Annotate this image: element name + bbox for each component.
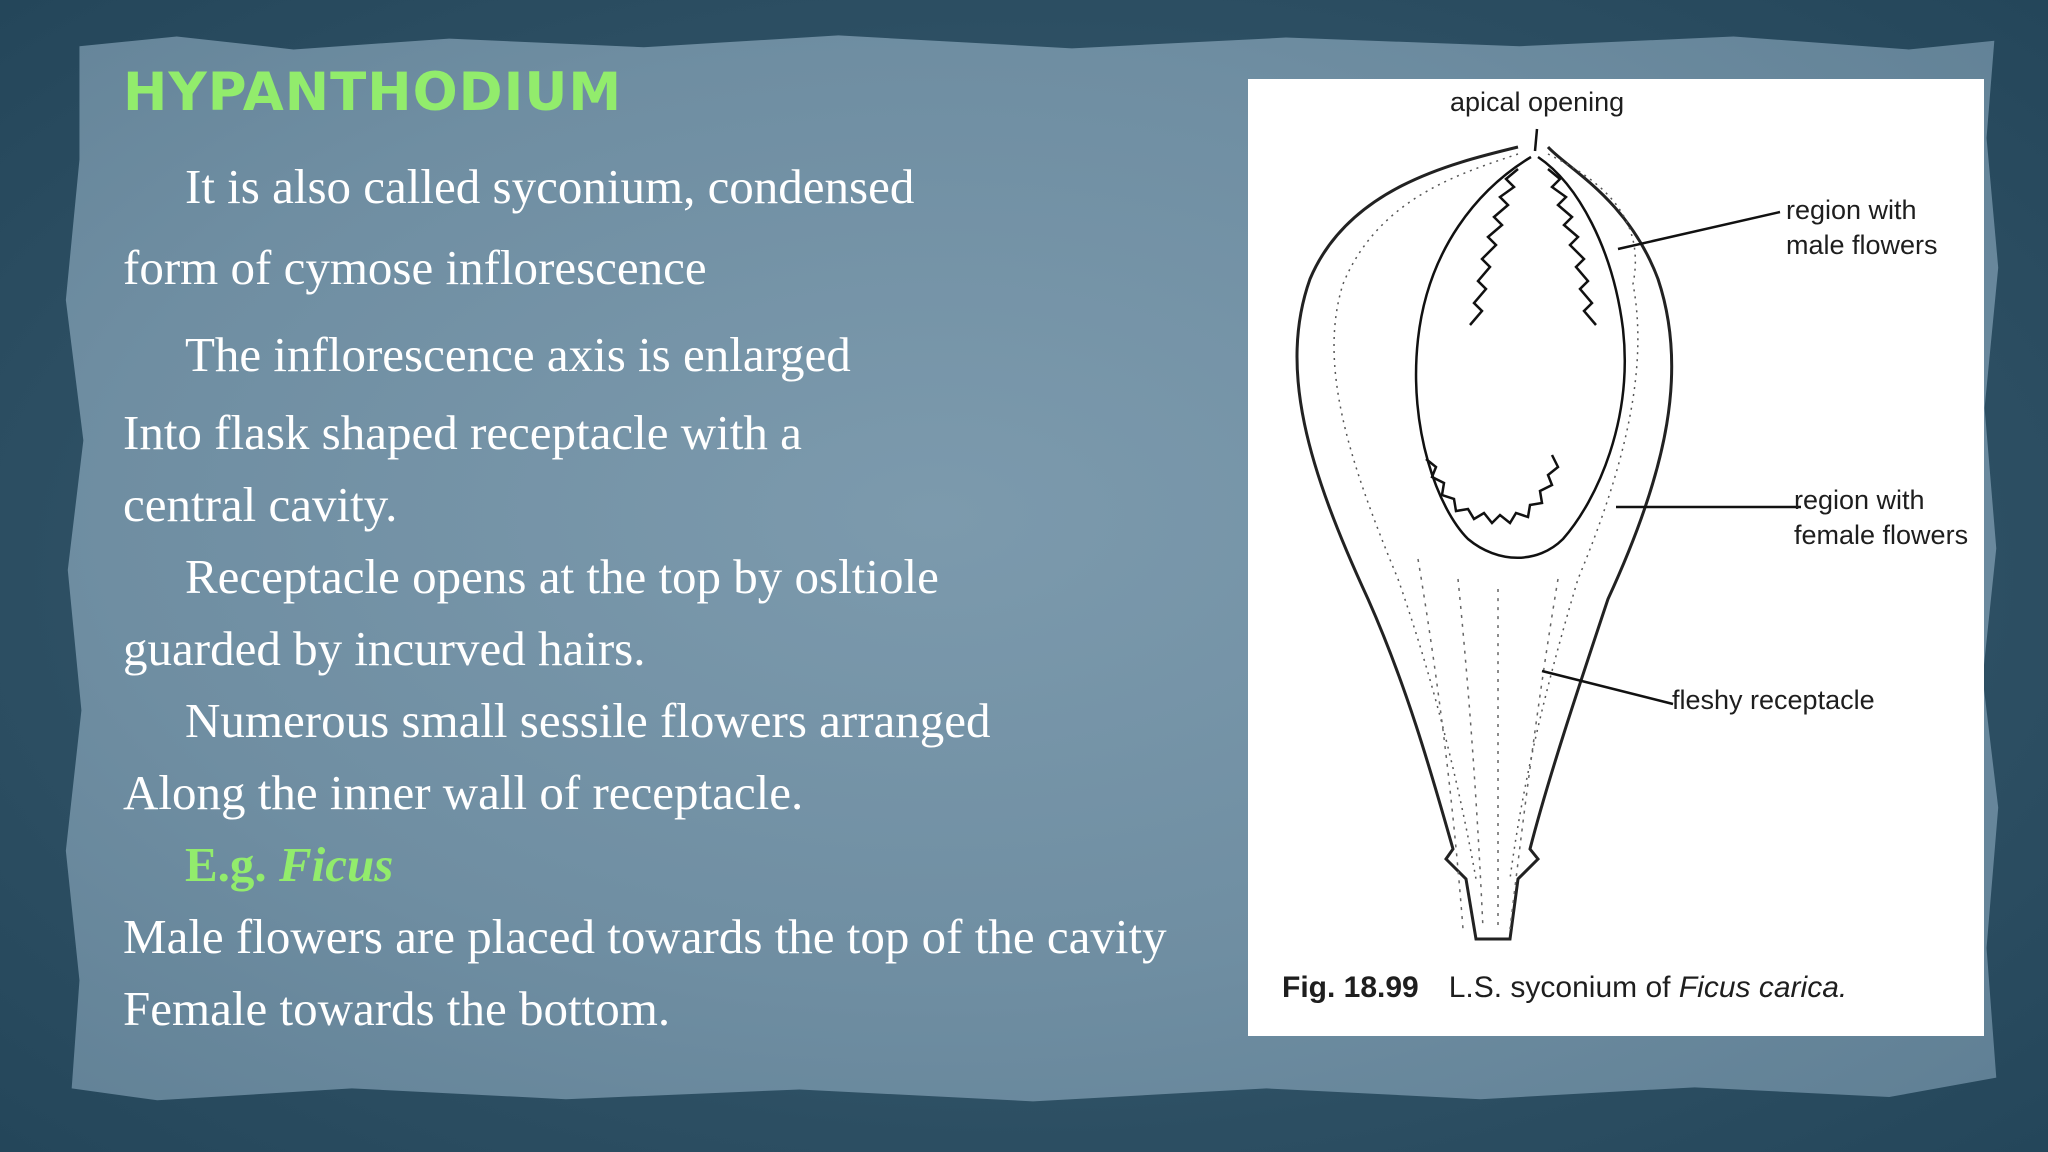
male-flowers-left xyxy=(1470,169,1518,325)
label-fleshy-receptacle: fleshy receptacle xyxy=(1672,685,1875,715)
leader-apical xyxy=(1535,129,1537,151)
text-line-6: Receptacle opens at the top by osltiole xyxy=(185,549,939,604)
slide-title: HYPANTHODIUM xyxy=(123,62,623,123)
example-genus: Ficus xyxy=(278,837,394,892)
label-male-region-line1: region with xyxy=(1786,195,1917,225)
label-apical-opening: apical opening xyxy=(1450,87,1625,117)
label-male-region-line2: male flowers xyxy=(1786,230,1938,261)
caption-species: Ficus carica. xyxy=(1678,971,1848,1004)
text-line-1: It is also called syconium, condensed xyxy=(185,159,915,214)
text-line-4: Into flask shaped receptacle with a xyxy=(123,405,802,460)
text-line-5: central cavity. xyxy=(123,477,398,532)
receptacle-outline xyxy=(1297,147,1672,939)
vascular-strands xyxy=(1418,559,1558,929)
syconium-figure xyxy=(1248,79,1984,1036)
text-line-3: The inflorescence axis is enlarged xyxy=(185,327,851,382)
text-line-11: Female towards the bottom. xyxy=(123,981,671,1036)
caption-number: Fig. 18.99 xyxy=(1282,971,1419,1004)
label-female-region-line2: female flowers xyxy=(1794,520,1969,551)
label-female-region xyxy=(1794,483,1968,553)
text-line-7: guarded by incurved hairs. xyxy=(123,621,646,676)
example-prefix: E.g. xyxy=(185,837,267,892)
leader-fleshy xyxy=(1542,671,1673,704)
text-line-2: form of cymose inflorescence xyxy=(123,240,707,295)
example-line xyxy=(123,837,394,892)
label-male-region xyxy=(1786,193,1938,263)
label-female-region-line1: region with xyxy=(1794,485,1925,515)
female-flowers xyxy=(1426,455,1558,523)
leader-male xyxy=(1618,212,1780,249)
text-line-9: Along the inner wall of receptacle. xyxy=(123,765,804,820)
text-line-10: Male flowers are placed towards the top of the cavity xyxy=(123,909,1167,964)
text-line-8: Numerous small sessile flowers arranged xyxy=(185,693,991,748)
caption-text: L.S. syconium of xyxy=(1448,971,1671,1004)
figure-caption xyxy=(1282,971,1847,1005)
